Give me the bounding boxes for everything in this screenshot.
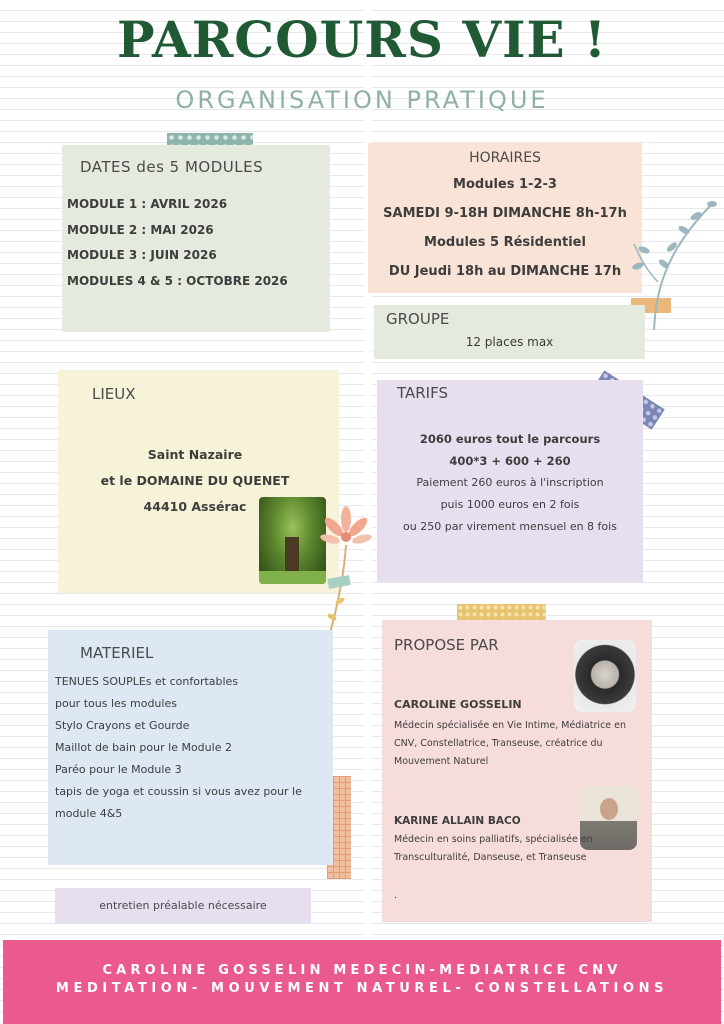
groupe-heading: GROUPE	[386, 310, 450, 328]
date-item: MODULE 2 : MAI 2026	[67, 222, 214, 237]
dates-list	[67, 192, 288, 294]
dates-heading: DATES des 5 MODULES	[80, 158, 264, 176]
horaires-line: Modules 5 Résidentiel	[424, 235, 586, 250]
horaires-lines	[368, 170, 642, 286]
materiel-heading: MATERIEL	[80, 644, 154, 662]
materiel-item: Paréo pour le Module 3	[55, 763, 182, 776]
lieux-line: 44410 Assérac	[143, 499, 247, 514]
materiel-item: Maillot de bain pour le Module 2	[55, 741, 232, 754]
groupe-value: 12 places max	[465, 335, 554, 349]
tarifs-line: puis 1000 euros en 2 fois	[440, 498, 580, 511]
tarifs-line: 400*3 + 600 + 260	[449, 454, 571, 468]
person-name: CAROLINE GOSSELIN	[394, 698, 522, 711]
tarifs-line: ou 250 par virement mensuel en 8 fois	[403, 520, 617, 533]
person-description: Médecin spécialisée en Vie Intime, Médiatrice en CNV, Constellatrice, Transeuse, créatrice du Mouvement Naturel	[394, 720, 627, 767]
person-description: Médecin en soins palliatifs, spécialisée en Transculturalité, Danseuse, et Transeuse	[394, 834, 593, 863]
caroline-avatar	[574, 640, 636, 712]
horaires-line: DU Jeudi 18h au DIMANCHE 17h	[388, 264, 622, 279]
page-subtitle: ORGANISATION PRATIQUE	[175, 86, 549, 114]
materiel-item: pour tous les modules	[55, 697, 177, 710]
materiel-item: tapis de yoga et coussin si vous avez pour le module 4&5	[55, 785, 302, 820]
propose-heading: PROPOSE PAR	[394, 636, 499, 654]
lieux-line: et le DOMAINE DU QUENET	[100, 473, 290, 488]
avatar-face	[600, 798, 618, 820]
lieux-heading: LIEUX	[92, 385, 136, 403]
tarifs-line: 2060 euros tout le parcours	[419, 432, 601, 446]
note-text: entretien préalable nécessaire	[99, 899, 267, 912]
horaires-heading: HORAIRES	[469, 150, 541, 166]
horaires-line: SAMEDI 9-18H DIMANCHE 8h-17h	[383, 206, 627, 221]
footer-line-1: CAROLINE GOSSELIN MEDECIN-MEDIATRICE CNV	[102, 963, 622, 978]
tarifs-line: Paiement 260 euros à l'inscription	[416, 476, 604, 489]
date-item: MODULES 4 & 5 : OCTOBRE 2026	[67, 273, 288, 288]
footer-line-2: MEDITATION- MOUVEMENT NATUREL- CONSTELLATIONS	[55, 981, 669, 996]
page-title: PARCOURS VIE !	[117, 10, 607, 69]
materiel-item: Stylo Crayons et Gourde	[55, 719, 190, 732]
trailing-dot: .	[394, 890, 398, 901]
tree-photo	[259, 497, 326, 584]
materiel-item: TENUES SOUPLEs et confortables	[55, 675, 239, 688]
tarifs-lines	[377, 428, 643, 538]
flower-icon	[318, 505, 374, 645]
horaires-line: Modules 1-2-3	[453, 177, 557, 192]
date-item: MODULE 1 : AVRIL 2026	[67, 197, 228, 211]
footer-banner	[3, 940, 721, 1024]
tree-grass	[259, 571, 326, 584]
person-name: KARINE ALLAIN BACO	[394, 815, 521, 827]
date-item: MODULE 3 : JUIN 2026	[67, 248, 217, 262]
materiel-list	[55, 671, 325, 825]
lieux-line: Saint Nazaire	[147, 447, 243, 462]
tarifs-heading: TARIFS	[397, 384, 448, 402]
